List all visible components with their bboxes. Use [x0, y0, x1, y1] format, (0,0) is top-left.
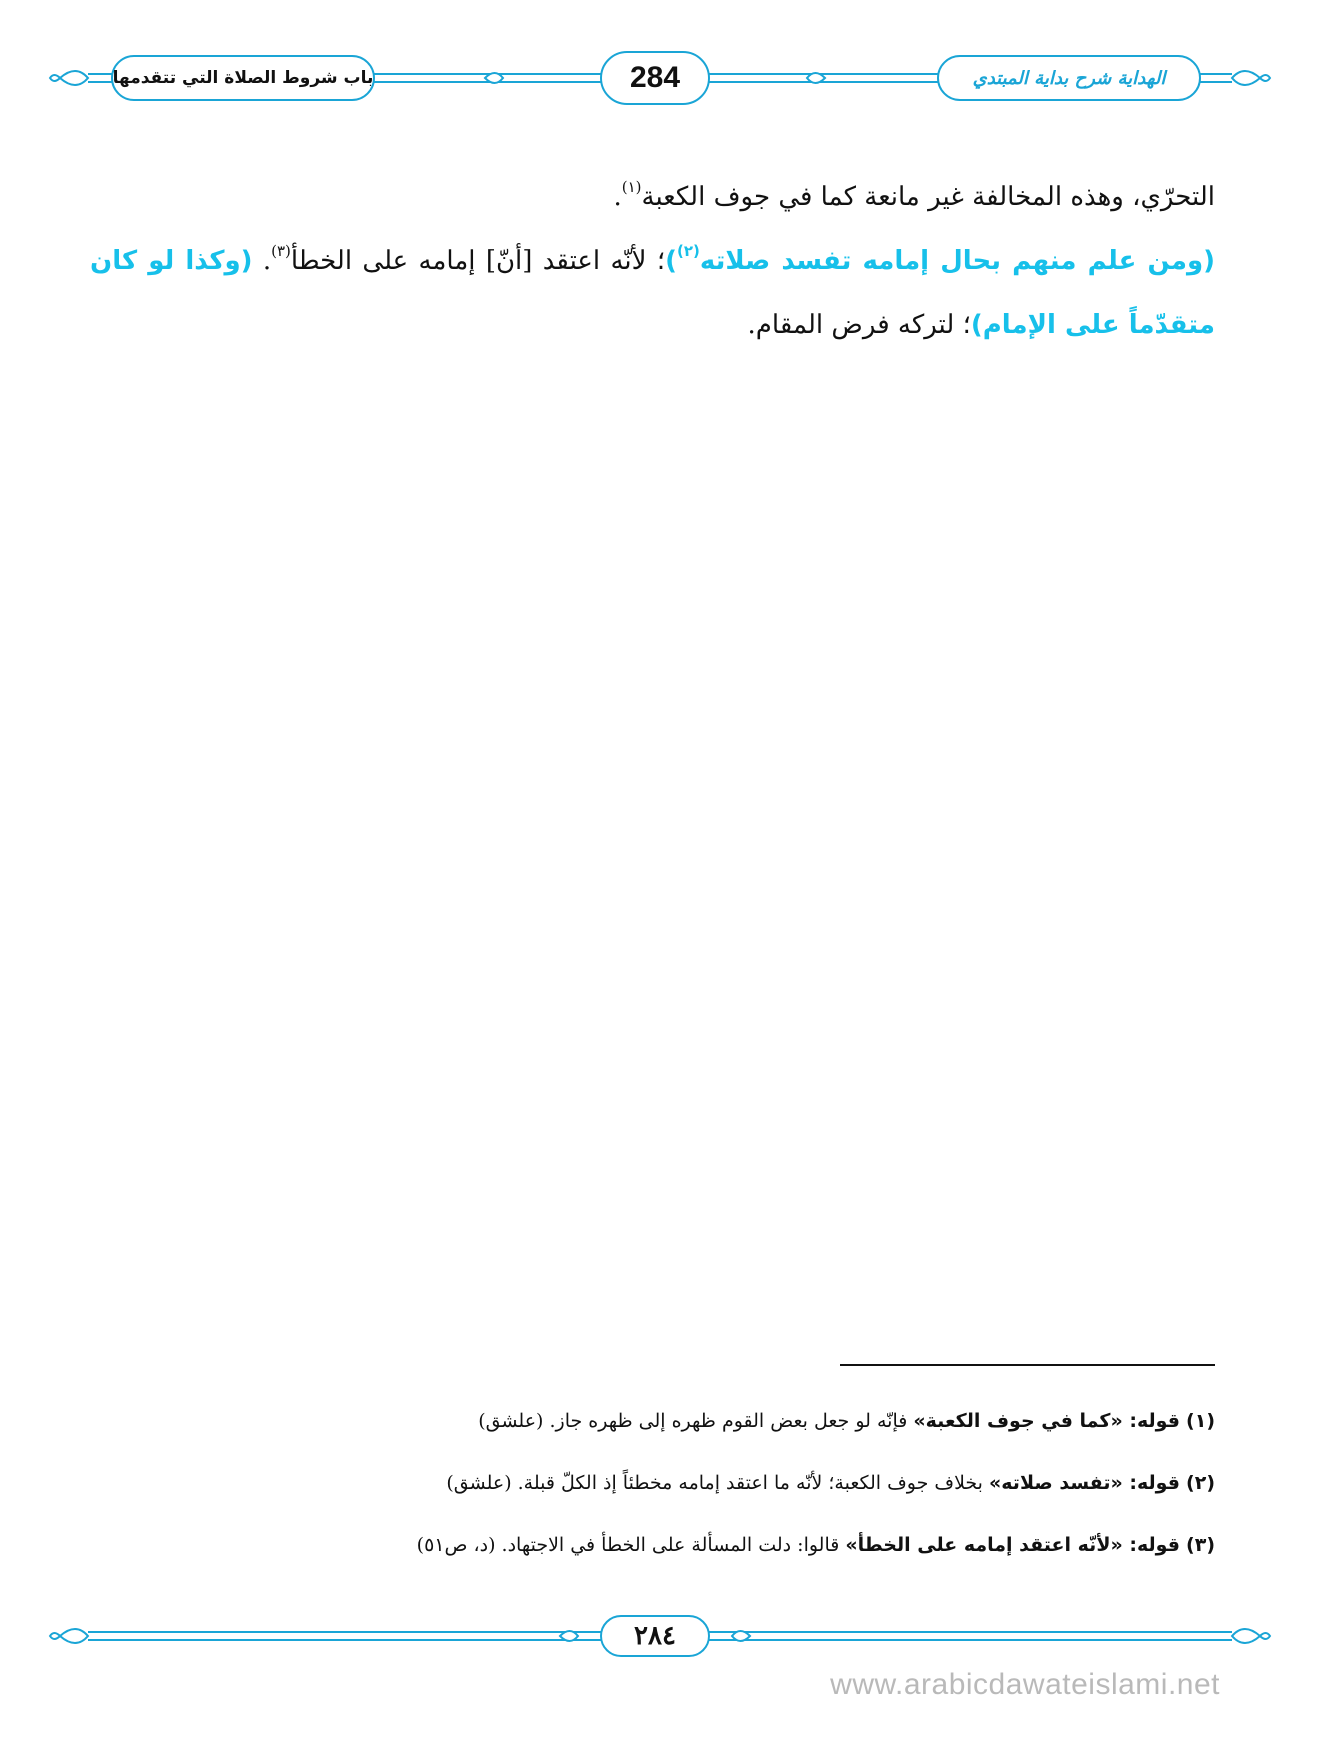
- text-run: .: [613, 182, 622, 212]
- main-text: [90, 165, 1215, 357]
- page-number-bottom: ٢٨٤: [634, 1621, 676, 1651]
- page-footer: [48, 1612, 1272, 1660]
- footnote-lead: قوله: «كما في جوف الكعبة»: [913, 1410, 1180, 1432]
- sharh-text: ؛ لأنّه اعتقد [أنّ] إمامه على الخطأ: [290, 246, 666, 276]
- footnote-divider: [840, 1364, 1215, 1366]
- page-header: [48, 48, 1272, 108]
- footnote-ref-1[interactable]: (١): [621, 178, 642, 197]
- footnote-3: [90, 1514, 1215, 1576]
- footnote-number: (٢): [1186, 1472, 1215, 1494]
- book-title: الهداية شرح بداية المبتدي: [972, 67, 1166, 89]
- footnote-lead: قوله: «لأنّه اعتقد إمامه على الخطأ»: [845, 1534, 1180, 1556]
- footnote-lead: قوله: «تفسد صلاته»: [989, 1472, 1180, 1494]
- website-watermark: www.arabicdawateislami.net: [830, 1668, 1220, 1701]
- footnote-text: قالوا: دلت المسألة على الخطأ في الاجتهاد. (د، ص٥١): [416, 1534, 846, 1556]
- sharh-text: ؛ لتركه فرض المقام.: [747, 310, 971, 340]
- paragraph-2: [90, 229, 1215, 357]
- paragraph-1: [90, 165, 1215, 229]
- footnotes: [90, 1390, 1215, 1576]
- matn-text: (ومن علم منهم بحال إمامه تفسد صلاته: [699, 246, 1215, 276]
- matn-text: ): [665, 246, 677, 276]
- text-run: التحرّي، وهذه المخالفة غير مانعة كما في جوف الكعبة: [641, 182, 1215, 212]
- page-number-top: 284: [629, 61, 681, 94]
- footnote-text: فإنّه لو جعل بعض القوم ظهره إلى ظهره جاز. (علشق): [478, 1410, 914, 1432]
- chapter-title: باب شروط الصلاة التي تتقدمها: [112, 68, 374, 88]
- footnote-text: بخلاف جوف الكعبة؛ لأنّه ما اعتقد إمامه مخطئاً إذ الكلّ قبلة. (علشق): [446, 1472, 990, 1494]
- footnote-ref-2[interactable]: (٢): [676, 242, 700, 261]
- matn-text: (وكذا لو كان متقدّماً على الإمام): [90, 246, 1215, 340]
- text-run: .: [252, 246, 272, 276]
- footnote-number: (١): [1186, 1410, 1215, 1432]
- footnote-2: [90, 1452, 1215, 1514]
- footnote-1: [90, 1390, 1215, 1452]
- footnote-ref-3[interactable]: (٣): [271, 242, 291, 261]
- footnote-number: (٣): [1186, 1534, 1215, 1556]
